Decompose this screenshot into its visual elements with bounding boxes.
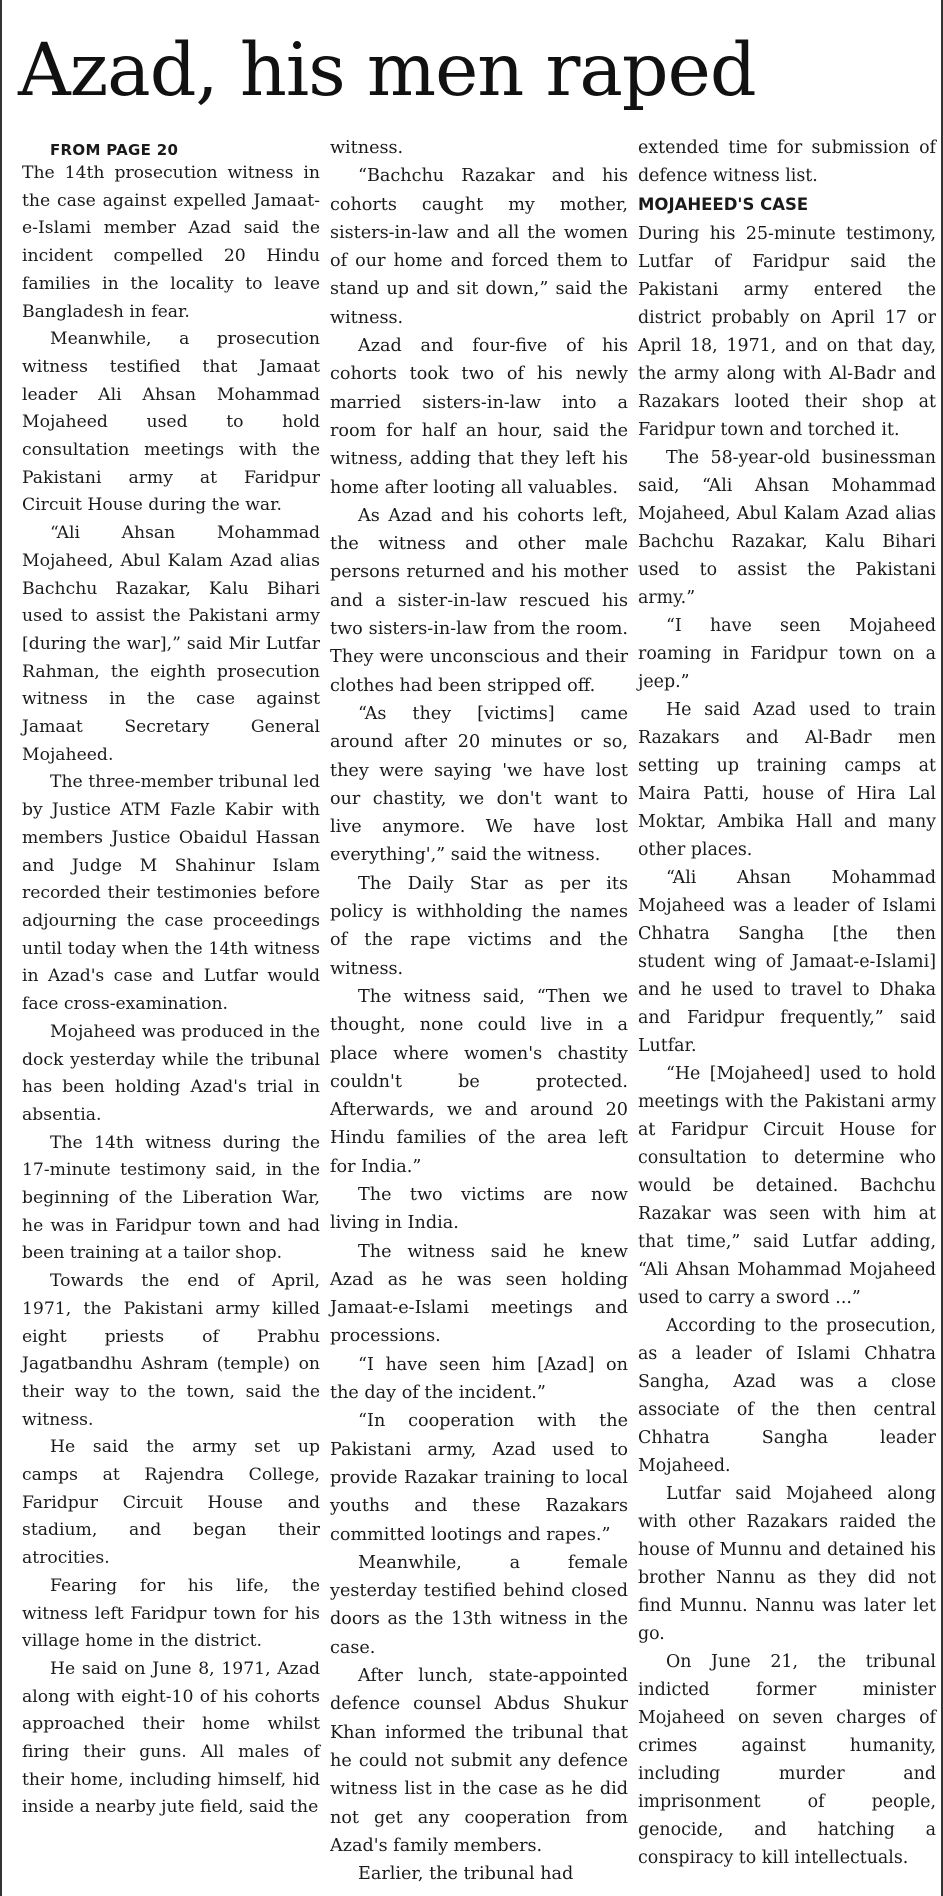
paragraph: Earlier, the tribunal had [358,1864,574,1885]
kicker: FROM PAGE 20 [50,141,179,159]
paragraph: The witness said, “Then we thought, none could live in a place where women's chastity couldn't be protected. Afterwards, we and around 20 Hindu families of the area left for India.” [330,986,628,1177]
paragraph: After lunch, state-appointed defence counsel Abdus Shukur Khan informed the tribunal that he could not submit any defence witness list in the case as he did not get any cooperation from Azad's family members. [330,1666,628,1856]
paragraph: “I have seen him [Azad] on the day of the incident.” [330,1354,628,1404]
paragraph: “He [Mojaheed] used to hold meetings with the Pakistani army at Faridpur Circuit House for consultation to determine who would be detained. Bachchu Razakar was seen with him at that time,” said Lutfar adding, “Ali Ahsan Mohammad Mojaheed used to carry a sword ...” [638,1063,936,1308]
paragraph: Azad and four-five of his cohorts took two of his newly married sisters-in-law into a room for half an hour, said the witness, adding that they left his home after looting all valuables. [330,336,628,498]
paragraph: witness. [330,138,404,158]
paragraph: The witness said he knew Azad as he was seen holding Jamaat-e-Islami meetings and processions. [330,1241,628,1347]
paragraph: “Ali Ahsan Mohammad Mojaheed was a leader of Islami Chhatra Sangha [the then student wing of Jamaat-e-Islami] and he used to travel to Dhaka and Faridpur frequently,” said Lutfar. [638,867,936,1056]
paragraph: “In cooperation with the Pakistani army, Azad used to provide Razakar training to local youths and these Razakars committed lootings and rapes.” [330,1411,628,1545]
paragraph: extended time for submission of defence witness list. [638,138,936,186]
paragraph: The two victims are now living in India. [330,1184,628,1234]
paragraph: “I have seen Mojaheed roaming in Faridpur town on a jeep.” [638,615,936,692]
paragraph: He said the army set up camps at Rajendra College, Faridpur Circuit House and stadium, and began their atrocities. [22,1437,320,1569]
paragraph: Towards the end of April, 1971, the Pakistani army killed eight priests of Prabhu Jagatbandhu Ashram (temple) on their way to the town, said the witness. [22,1271,320,1430]
paragraph: The 58-year-old businessman said, “Ali Ahsan Mohammad Mojaheed, Abul Kalam Azad alias Bachchu Razakar, Kalu Bihari used to assist the Pakistani army.” [638,447,936,608]
paragraph: Meanwhile, a female yesterday testified behind closed doors as the 13th witness in the case. [330,1552,628,1658]
paragraph: “Ali Ahsan Mohammad Mojaheed, Abul Kalam Azad alias Bachchu Razakar, Kalu Bihari used to assist the Pakistani army [during the war],” said Mir Lutfar Rahman, the eighth prosecution witness in the case against Jamaat Secretary General Mojaheed. [22,523,320,765]
column-2 [330,134,628,1888]
paragraph: He said on June 8, 1971, Azad along with eight-10 of his cohorts approached their home whilst firing their guns. All males of their home, including himself, hid inside a nearby jute field, said the [22,1658,320,1818]
column-1 [22,140,320,1822]
headline: Azad, his men raped [18,28,756,113]
paragraph: He said Azad used to train Razakars and Al-Badr men setting up training camps at Maira Patti, house of Hira Lal Moktar, Ambika Hall and many other places. [638,699,936,860]
paragraph: During his 25-minute testimony, Lutfar of Faridpur said the Pakistani army entered the district probably on April 17 or April 18, 1971, and on that day, the army along with Al-Badr and Razakars looted their shop at Faridpur town and torched it. [638,223,936,440]
subhead: MOJAHEED'S CASE [638,195,809,214]
paragraph: The 14th prosecution witness in the case against expelled Jamaat-e-Islami member Azad said the incident compelled 20 Hindu families in the locality to leave Bangladesh in fear. [22,163,320,322]
paragraph: The three-member tribunal led by Justice ATM Fazle Kabir with members Justice Obaidul Hassan and Judge M Shahinur Islam recorded their testimonies before adjourning the case proceedings until today when the 14th witness in Azad's case and Lutfar would face cross-examination. [22,772,320,1015]
paragraph: As Azad and his cohorts left, the witness and other male persons returned and his mother and a sister-in-law rescued his two sisters-in-law from the room. They were unconscious and their clothes had been stripped off. [330,505,628,696]
paragraph: Mojaheed was produced in the dock yesterday while the tribunal has been holding Azad's trial in absentia. [22,1021,320,1125]
paragraph: The 14th witness during the 17-minute testimony said, in the beginning of the Liberation War, he was in Faridpur town and had been training at a tailor shop. [22,1132,320,1264]
paragraph: Meanwhile, a prosecution witness testified that Jamaat leader Ali Ahsan Mohammad Mojaheed used to hold consultation meetings with the Pakistani army at Faridpur Circuit House during the war. [22,329,320,516]
column-3 [638,134,936,1872]
paragraph: Fearing for his life, the witness left Faridpur town for his village home in the district. [22,1575,320,1652]
paragraph: The Daily Star as per its policy is withholding the names of the rape victims and the witness. [330,873,628,979]
paragraph: “As they [victims] came around after 20 minutes or so, they were saying 'we have lost our chastity, we don't want to live anymore. We have lost everything',” said the witness. [330,703,628,866]
paragraph: On June 21, the tribunal indicted former minister Mojaheed on seven charges of crimes against humanity, including murder and imprisonment of people, genocide, and hatching a conspiracy to kill intellectuals. [638,1651,936,1868]
paragraph: According to the prosecution, as a leader of Islami Chhatra Sangha, Azad was a close associate of the then central Chhatra Sangha leader Mojaheed. [638,1315,936,1476]
paragraph: Lutfar said Mojaheed along with other Razakars raided the house of Munnu and detained his brother Nannu as they did not find Munnu. Nannu was later let go. [638,1483,936,1644]
paragraph: “Bachchu Razakar and his cohorts caught my mother, sisters-in-law and all the women of our home and forced them to stand up and sit down,” said the witness. [330,166,628,328]
